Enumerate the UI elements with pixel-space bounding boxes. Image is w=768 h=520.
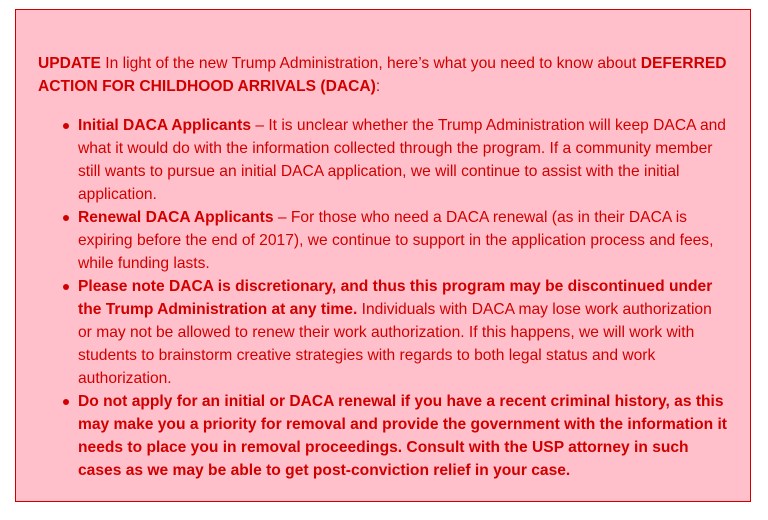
daca-update-notice xyxy=(15,9,751,502)
guidance-list xyxy=(38,114,728,482)
item-body: – For those who need a DACA renewal (as in their DACA is expiring before the end of 2017), we continue to support in the application process and fees, while funding lasts. xyxy=(78,209,714,272)
item-body: – It is unclear whether the Trump Administration will keep DACA and what it would do with the information collected through the program. If a community member still wants to pursue an initial DACA application, we will continue to assist with the initial application. xyxy=(78,117,726,203)
item-heading: Do not apply for an initial or DACA renewal if you have a recent criminal history, as this may make you a priority for removal and provide the government with the information it needs to place you in removal proceedings. Consult with the USP attorney in such cases as we may be able to get post-conviction relief in your case. xyxy=(78,393,727,479)
list-item-criminal-history-warning xyxy=(78,390,728,482)
update-label: UPDATE xyxy=(38,55,101,72)
item-heading: Initial DACA Applicants xyxy=(78,117,251,134)
item-heading: Renewal DACA Applicants xyxy=(78,209,274,226)
list-item-discretionary-note xyxy=(78,275,728,390)
intro-paragraph xyxy=(38,52,728,98)
item-heading: Please note DACA is discretionary, and thus this program may be discontinued under the Trump Administration at any time. xyxy=(78,278,713,318)
list-item-renewal-applicants xyxy=(78,206,728,275)
intro-trailing: : xyxy=(375,78,381,95)
item-body: Individuals with DACA may lose work authorization or may not be allowed to renew their work authorization. If this happens, we will work with students to brainstorm creative strategies with regards to both legal status and work authorization. xyxy=(78,301,712,387)
list-item-initial-applicants xyxy=(78,114,728,206)
program-name: DEFERRED ACTION FOR CHILDHOOD ARRIVALS (DACA) xyxy=(38,55,727,95)
intro-text: In light of the new Trump Administration, here’s what you need to know about xyxy=(100,55,641,72)
